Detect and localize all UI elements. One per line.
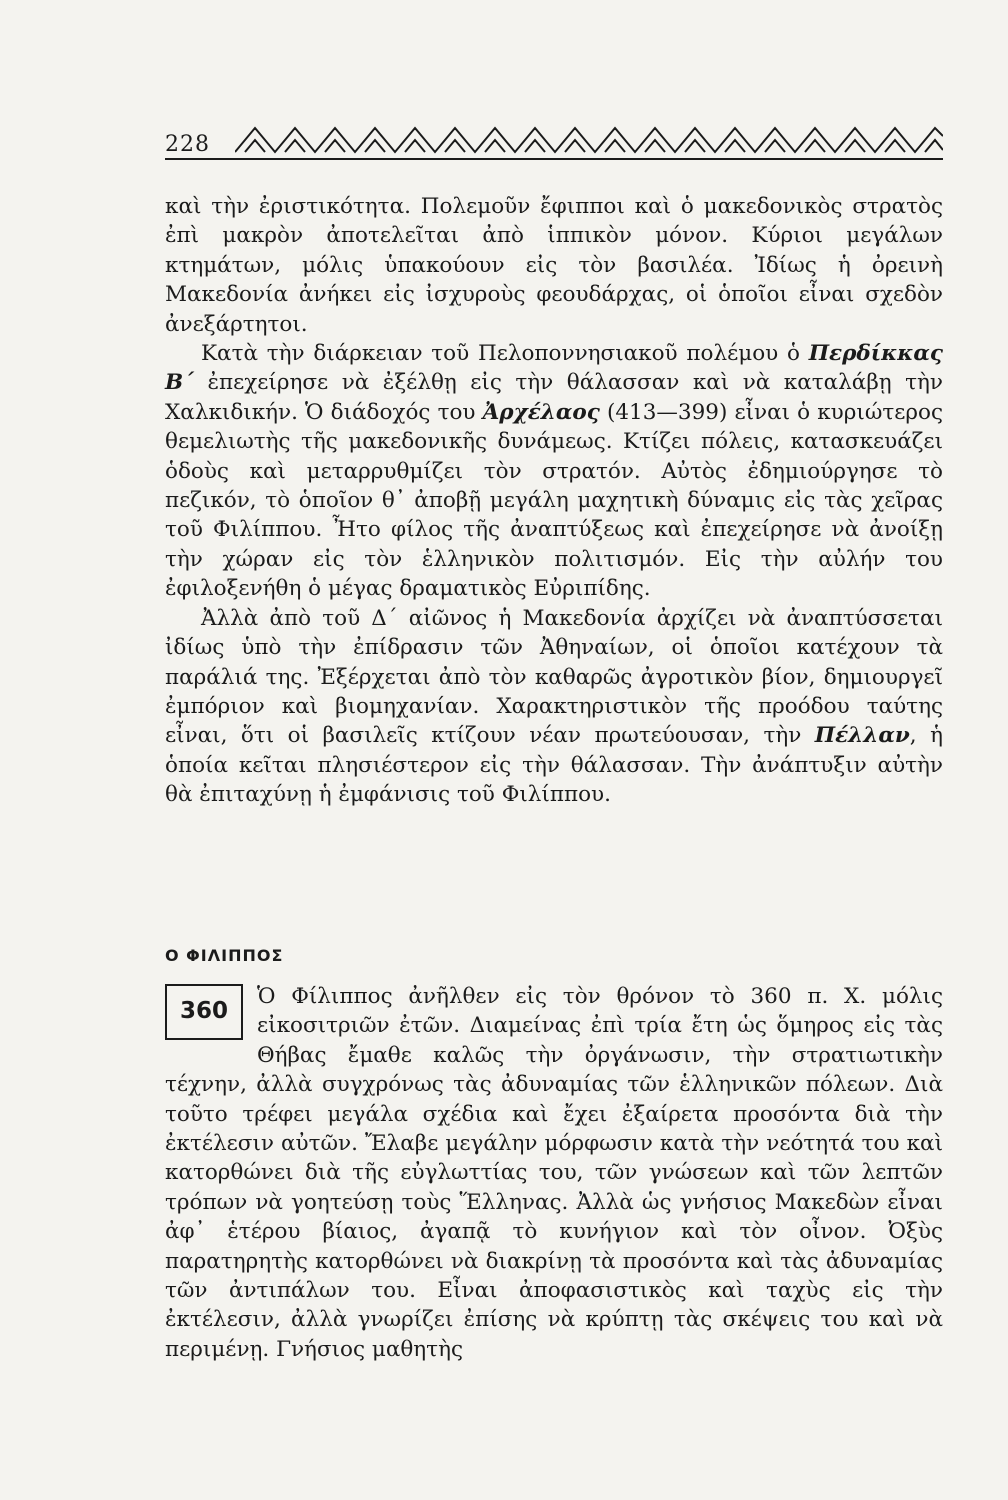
paragraph-2-part-b: ἐπεχείρησε νὰ ἐξέλθῃ εἰς τὴν θάλασσαν καὶ νὰ καταλάβῃ τὴν Χαλκιδικήν. Ὁ διάδοχός του	[165, 370, 943, 425]
decorative-meander-border	[235, 122, 943, 156]
section-body	[165, 982, 943, 1364]
paragraph-2-part-c: (413—399) εἶναι ὁ κυριώτερος θεμελιωτὴς τῆς μακεδονικῆς δυνάμεως. Κτίζει πόλεις, κατασκευάζει ὁδοὺς καὶ μεταρρυθμίζει τὸν στρατόν. Αὐτὸς ἐδημιούργησε τὸ πεζικόν, τὸ ὁποῖον θ᾽ ἀποβῇ μεγάλη μαχητικὴ δύναμις εἰς τὰς χεῖρας τοῦ Φιλίππου. Ἦτο φίλος τῆς ἀναπτύξεως καὶ ἐπεχείρησε νὰ ἀνοίξῃ τὴν χώραν εἰς τὸν ἑλληνικὸν πολιτισμόν. Εἰς τὴν αὐλήν του ἐφιλοξενήθη ὁ μέγας δραματικὸς Εὐριπίδης.	[165, 399, 944, 602]
paragraph-3-part-a: Ἀλλὰ ἀπὸ τοῦ Δ΄ αἰῶνος ἡ Μακεδονία ἀρχίζει νὰ ἀναπτύσσεται ἰδίως ὑπὸ τὴν ἐπίδρασιν τῶν Ἀθηναίων, οἱ ὁποῖοι κατέχουν τὰ παράλιά της. Ἐξέρχεται ἀπὸ τὸν καθαρῶς ἀγροτικὸν βίον, δημιουργεῖ ἐμπόριον καὶ βιομηχανίαν. Χαρακτηριστικὸν τῆς προόδου ταύτης εἶναι, ὅτι οἱ βασιλεῖς κτίζουν νέαν πρωτεύουσαν, τὴν	[165, 605, 943, 749]
page-number: 228	[165, 132, 210, 157]
page-header	[165, 122, 943, 160]
header-rule	[165, 158, 943, 160]
paragraph-1: καὶ τὴν ἐριστικότητα. Πολεμοῦν ἔφιπποι καὶ ὁ μακεδονικὸς στρατὸς ἐπὶ μακρὸν ἀποτελεῖται ἀπὸ ἱππικὸν μόνον. Κύριοι μεγάλων κτημάτων, μόλις ὑπακούουν εἰς τὸν βασιλέα. Ἰδίως ἡ ὀρεινὴ Μακεδονία ἀνήκει εἰς ἰσχυροὺς φεουδάρχας, οἱ ὁποῖοι εἶναι σχεδὸν ἀνεξάρτητοι.	[165, 194, 943, 337]
section-paragraph-text: Ὁ Φίλιππος ἀνῆλθεν εἰς τὸν θρόνον τὸ 360 π. Χ. μόλις εἰκοσιτριῶν ἐτῶν. Διαμείνας ἐπὶ τρία ἔτη ὡς ὅμηρος εἰς τὰς Θήβας ἔμαθε καλῶς τὴν ὀργάνωσιν, τὴν στρατιωτικὴν τέχνην, ἀλλὰ συγχρόνως τὰς ἀδυναμίας τῶν ἑλληνικῶν πόλεων. Διὰ τοῦτο τρέφει μεγάλα σχέδια καὶ ἔχει ἐξαίρετα προσόντα διὰ τὴν ἐκτέλεσιν αὐτῶν. Ἔλαβε μεγάλην μόρφωσιν κατὰ τὴν νεότητά του καὶ κατορθώνει διὰ τῆς εὐγλωττίας του, τῶν γνώσεων καὶ τῶν λεπτῶν τρόπων νὰ γοητεύσῃ τοὺς Ἕλληνας. Ἀλλὰ ὡς γνήσιος Μακεδὼν εἶναι ἀφ᾽ ἑτέρου βίαιος, ἀγαπᾷ τὸ κυνήγιον καὶ τὸν οἶνον. Ὀξὺς παρατηρητὴς κατορθώνει νὰ διακρίνῃ τὰ προσόντα καὶ τὰς ἀδυναμίας τῶν ἀντιπάλων του. Εἶναι ἀποφασιστικὸς καὶ ταχὺς εἰς τὴν ἐκτέλεσιν, ἀλλὰ γνωρίζει ἐπίσης νὰ κρύπτῃ τὰς σκέψεις του καὶ νὰ περιμένῃ. Γνήσιος μαθητὴς	[165, 984, 943, 1362]
paragraph-2	[165, 339, 943, 604]
name-perdikkas: Περδίκκας Β΄	[165, 341, 943, 396]
main-text	[165, 192, 943, 810]
section-title: Ο ΦΙΛΙΠΠΟΣ	[165, 946, 284, 965]
paragraph-3	[165, 604, 943, 810]
name-pella: Πέλλαν	[814, 723, 910, 749]
section-paragraph	[165, 982, 943, 1364]
name-archelaos: Ἀρχέλαος	[482, 399, 600, 425]
date-box-360: 360	[165, 984, 243, 1040]
paragraph-3-part-b: , ἡ ὁποία κεῖται πλησιέστερον εἰς τὴν θάλασσαν. Τὴν ἀνάπτυξιν αὐτὴν θὰ ἐπιταχύνῃ ἡ ἐμφάνισις τοῦ Φιλίππου.	[165, 723, 943, 808]
paragraph-2-part-a: Κατὰ τὴν διάρκειαν τοῦ Πελοποννησιακοῦ πολέμου ὁ	[201, 341, 809, 367]
